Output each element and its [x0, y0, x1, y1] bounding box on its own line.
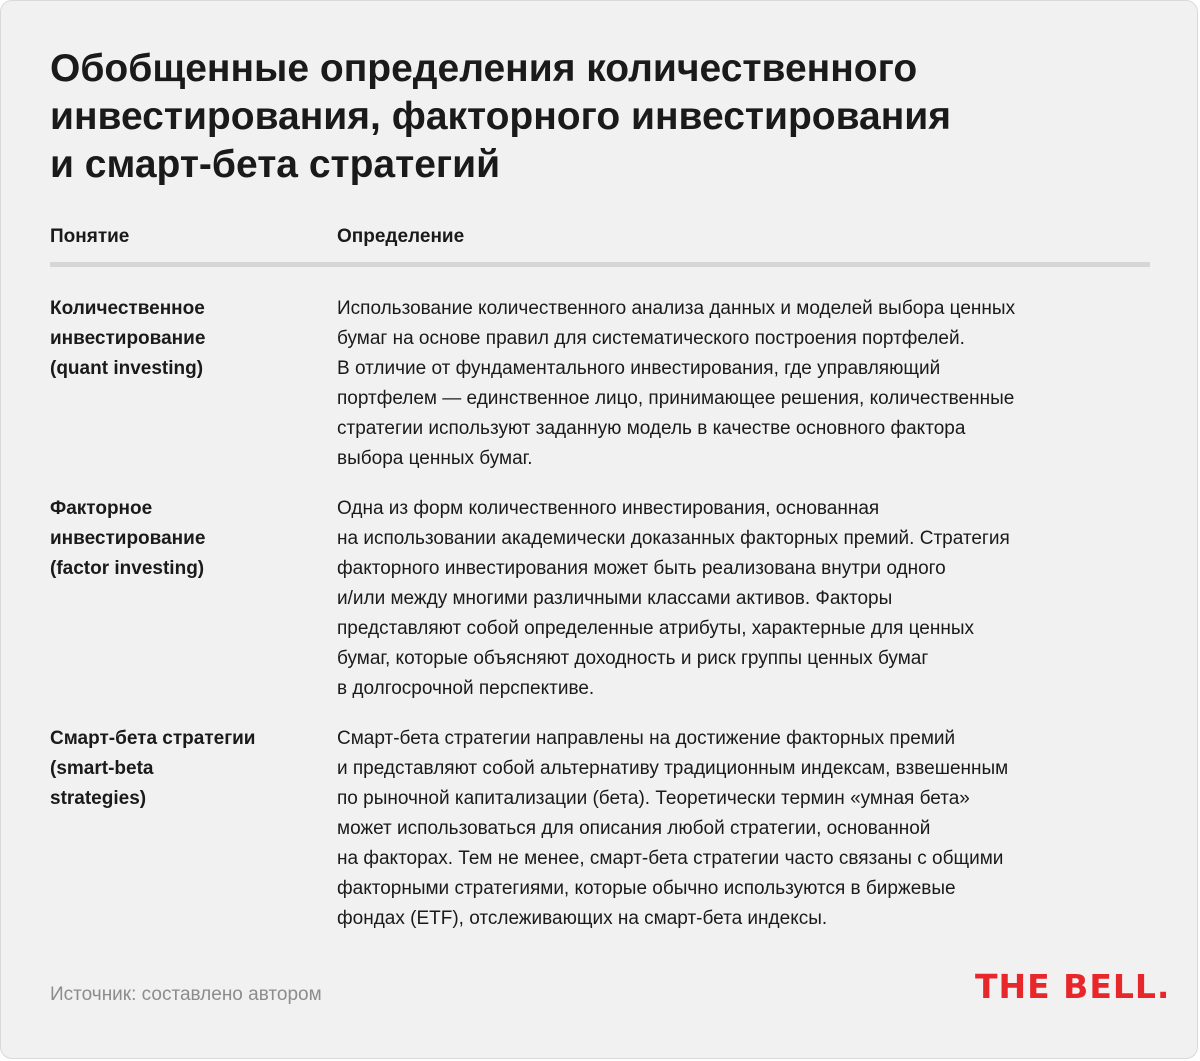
- term-quant-investing: Количественное инвестирование (quant investing): [50, 298, 206, 379]
- definition-quant-investing: Использование количественного анализа данных и моделей выбора ценных бумаг на основе правил для систематического построения портфелей. В отличие от фундаментального инвестирования, где управляющий портфелем — единственное лицо, принимающее решения, количественные стратегии используют заданную модель в качестве основного фактора выбора ценных бумаг.: [337, 298, 1016, 469]
- the-bell-logo: THE BELL.: [975, 967, 1171, 1006]
- definition-smart-beta: Смарт-бета стратегии направлены на достижение факторных премий и представляют собой альтернативу традиционным индексам, взвешенным по рыночной капитализации (бета). Теоретически термин «умная бета» может использоваться для описания любой стратегии, основанной на факторах. Тем не менее, смарт-бета стратегии часто связаны с общими факторными стратегиями, которые обычно используются в биржевые фондах (ETF), отслеживающих на смарт-бета индексы.: [337, 728, 1009, 929]
- term-factor-investing: Факторное инвестирование (factor investing): [50, 498, 206, 579]
- source-note: Источник: составлено автором: [50, 984, 322, 1005]
- column-header-concept: Понятие: [50, 226, 130, 247]
- definition-factor-investing: Одна из форм количественного инвестирования, основанная на использовании академически доказанных факторных премий. Стратегия факторного инвестирования может быть реализована внутри одного и/или между многими различными классами активов. Факторы представляют собой определенные атрибуты, характерные для ценных бумаг, которые объясняют доходность и риск группы ценных бумаг в долгосрочной перспективе.: [337, 498, 1010, 699]
- page-title: Обобщенные определения количественного инвестирования, факторного инвестирования и смарт-бета стратегий: [50, 47, 952, 186]
- header-divider: [50, 262, 1150, 267]
- term-smart-beta: Смарт-бета стратегии (smart-beta strategies): [50, 728, 256, 809]
- column-header-definition: Определение: [337, 226, 465, 247]
